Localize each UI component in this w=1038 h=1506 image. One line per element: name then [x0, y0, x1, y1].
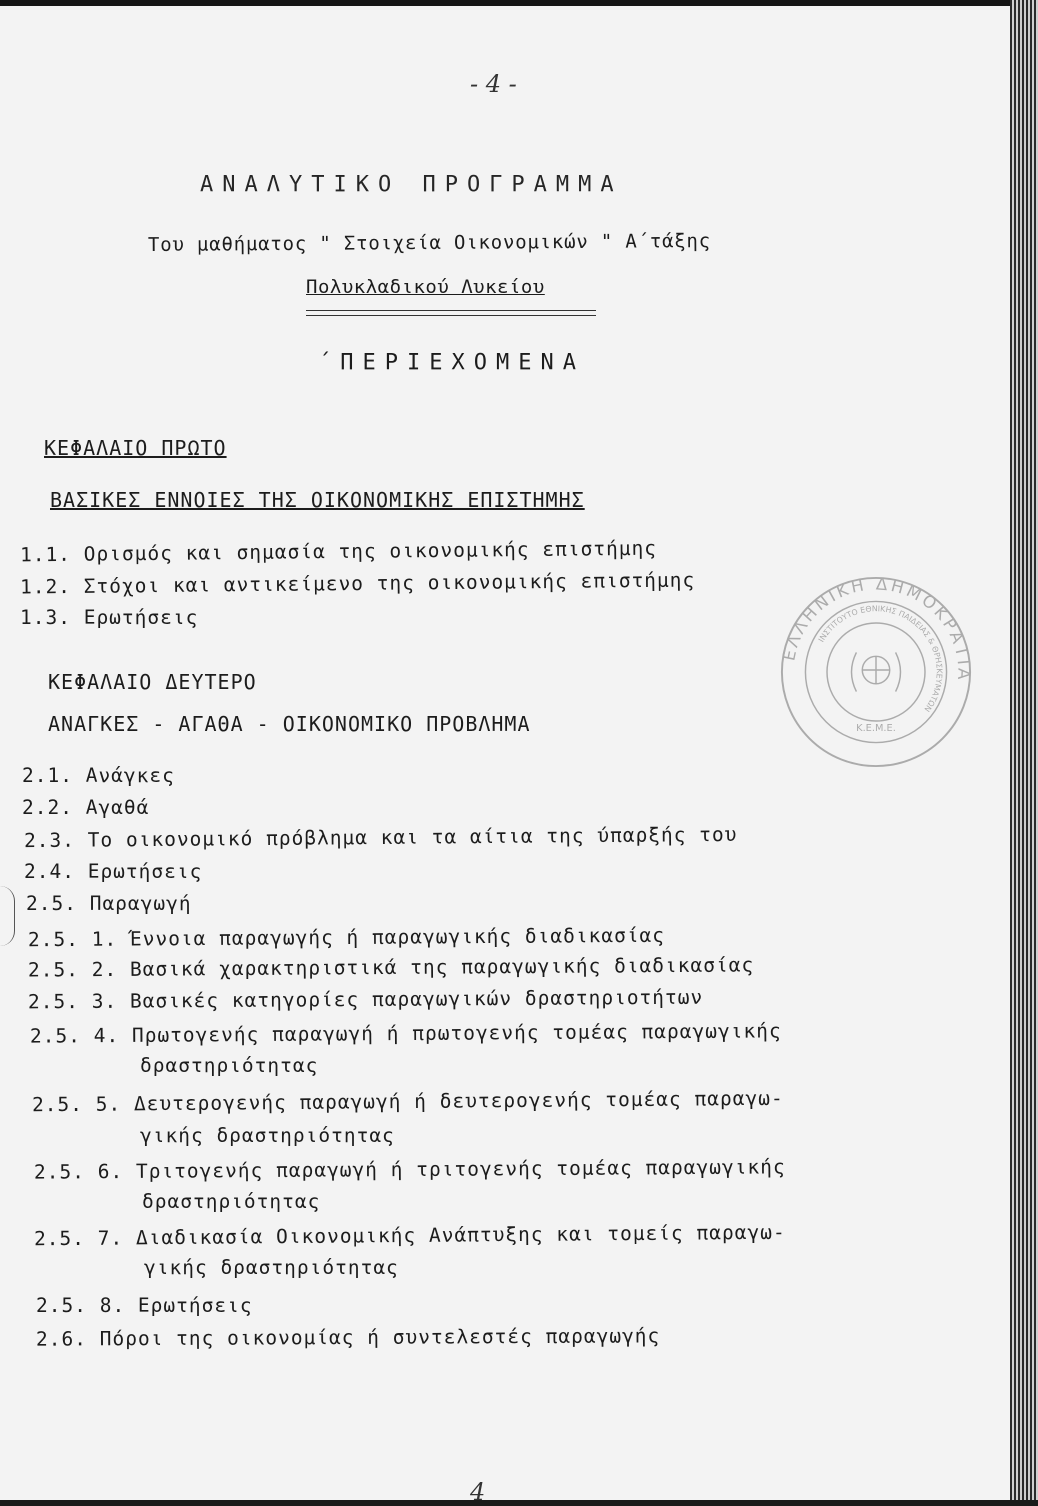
- institute-stamp: [778, 574, 974, 770]
- toc-entry: 2.1. Ανάγκες: [22, 764, 175, 787]
- document-title: ΑΝΑΛΥΤΙΚΟ ΠΡΟΓΡΑΜΜΑ: [200, 172, 623, 197]
- toc-entry-continuation: δραστηριότητας: [140, 1054, 319, 1077]
- chapter2-title: ΑΝΑΓΚΕΣ - ΑΓΑΘΑ - ΟΙΚΟΝΟΜΙΚΟ ΠΡΟΒΛΗΜΑ: [48, 712, 531, 736]
- toc-entry: 2.2. Αγαθά: [22, 796, 150, 819]
- toc-entry: 2.5. Παραγωγή: [26, 892, 192, 915]
- document-page: [0, 6, 1010, 1506]
- stamp-outer-text: ΕΛΛΗΝΙΚΗ ΔΗΜΟΚΡΑΤΙΑ: [779, 574, 974, 683]
- toc-entry: 2.4. Ερωτήσεις: [24, 860, 203, 883]
- toc-entry-continuation: γικής δραστηριότητας: [140, 1124, 395, 1147]
- chapter1-heading: ΚΕΦΑΛΑΙΟ ΠΡΩΤΟ: [44, 436, 227, 460]
- toc-entry: 2.5. 3. Βασικές κατηγορίες παραγωγικών δραστηριοτήτων: [27, 985, 704, 1014]
- toc-entry: 2.5. 6. Τριτογενής παραγωγή ή τριτογενής τομέας παραγωγικής: [33, 1155, 786, 1184]
- margin-pencil-mark: [0, 886, 15, 946]
- chapter1-title: ΒΑΣΙΚΕΣ ΕΝΝΟΙΕΣ ΤΗΣ ΟΙΚΟΝΟΜΙΚΗΣ ΕΠΙΣΤΗΜΗΣ: [50, 488, 585, 512]
- toc-entry-continuation: γικής δραστηριότητας: [144, 1256, 399, 1279]
- toc-entry: 1.1. Ορισμός και σημασία της οικονομικής επιστήμης: [19, 536, 658, 567]
- toc-entry: 1.3. Ερωτήσεις: [20, 606, 199, 629]
- toc-entry: 2.5. 5. Δευτερογενής παραγωγή ή δευτερογενής τομέας παραγω-: [31, 1086, 784, 1117]
- toc-entry: 2.3. Το οικονομικό πρόβλημα και τα αίτια της ύπαρξής του: [23, 822, 738, 853]
- toc-entry: 2.5. 1. Έννοια παραγωγής ή παραγωγικής διαδικασίας: [27, 923, 666, 952]
- bottom-page-mark: 4: [470, 1478, 486, 1506]
- document-subtitle: Του μαθήματος " Στοιχεία Οικονομικών " Α΄τάξης: [147, 230, 712, 256]
- toc-entry: 2.5. 4. Πρωτογενής παραγωγή ή πρωτογενής τομέας παραγωγικής: [29, 1019, 782, 1048]
- toc-entry: 2.5. 8. Ερωτήσεις: [36, 1294, 253, 1317]
- toc-entry: 2.5. 2. Βασικά χαρακτηριστικά της παραγωγικής διαδικασίας: [27, 953, 755, 982]
- toc-entry: 2.5. 7. Διαδικασία Οικονομικής Ανάπτυξης και τομείς παραγω-: [33, 1220, 786, 1251]
- page-number: - 4 -: [470, 70, 517, 98]
- title-double-rule: [306, 310, 596, 316]
- chapter2-heading: ΚΕΦΑΛΑΙΟ ΔΕΥΤΕΡΟ: [48, 670, 257, 694]
- stamp-inner-text: ΙΝΣΤΙΤΟΥΤΟ ΕΘΝΙΚΗΣ ΠΑΙΔΕΙΑΣ & ΘΡΗΣΚΕΥΜΑΤΩΝ: [816, 604, 944, 714]
- document-subtitle-school: Πολυκλαδικού Λυκείου: [306, 276, 545, 298]
- contents-heading: ΄ΠΕΡΙΕΧΟΜΕΝΑ: [318, 350, 585, 375]
- scan-page-edges: [1010, 0, 1038, 1500]
- toc-entry: 1.2. Στόχοι και αντικείμενο της οικονομικής επιστήμης: [19, 568, 696, 599]
- stamp-bottom-text: Κ.Ε.Μ.Ε.: [856, 722, 896, 734]
- toc-entry: 2.6. Πόροι της οικονομίας ή συντελεστές παραγωγής: [35, 1324, 661, 1351]
- toc-entry-continuation: δραστηριότητας: [142, 1190, 321, 1213]
